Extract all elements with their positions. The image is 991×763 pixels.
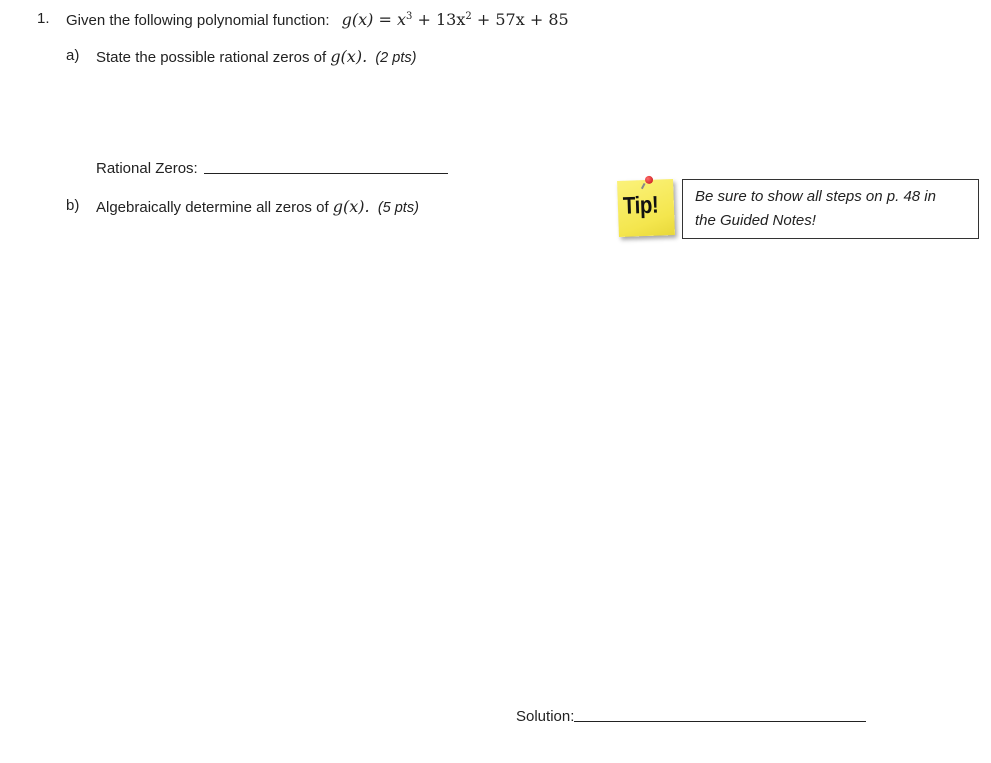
part-b-question — [96, 197, 419, 216]
plus-sign: + — [417, 10, 431, 29]
part-a-question — [96, 47, 416, 66]
part-a-label: a) — [66, 47, 80, 64]
term-4: 85 — [548, 10, 569, 29]
term-2: 13x — [436, 10, 466, 29]
function-name: g(x) — [341, 10, 374, 29]
pushpin-icon — [645, 176, 653, 184]
tip-sticky-note — [617, 179, 675, 237]
term-1-exponent: 3 — [406, 11, 413, 22]
equals-sign: = — [378, 10, 392, 29]
part-b-label: b) — [66, 197, 80, 214]
part-b-text: Algebraically determine all zeros of — [96, 199, 329, 216]
term-3: 57x — [495, 10, 525, 29]
tip-box — [682, 179, 979, 239]
part-a-function: g(x). — [330, 47, 368, 66]
solution-answer-line[interactable] — [574, 707, 866, 722]
tip-note-label: Tip! — [622, 191, 659, 220]
rational-zeros-row — [96, 159, 448, 177]
part-b-function: g(x). — [332, 197, 370, 216]
plus-sign: + — [529, 10, 544, 29]
rational-zeros-label: Rational Zeros: — [96, 160, 198, 177]
part-a-points: (2 pts) — [375, 50, 417, 66]
plus-sign: + — [476, 10, 491, 29]
solution-row — [516, 707, 866, 725]
pushpin-needle — [641, 183, 646, 189]
term-1: x — [397, 10, 407, 29]
question-prompt — [66, 10, 569, 29]
question-prompt-text: Given the following polynomial function: — [66, 12, 330, 29]
question-number: 1. — [37, 10, 50, 27]
tip-line-2: the Guided Notes! — [695, 212, 816, 229]
part-b-points: (5 pts) — [377, 200, 419, 216]
part-a-text: State the possible rational zeros of — [96, 49, 327, 66]
polynomial-equation — [342, 10, 569, 29]
solution-label: Solution: — [516, 708, 575, 725]
term-2-exponent: 2 — [465, 11, 472, 22]
rational-zeros-answer-line[interactable] — [204, 159, 448, 174]
tip-line-1: Be sure to show all steps on p. 48 in — [695, 188, 936, 205]
